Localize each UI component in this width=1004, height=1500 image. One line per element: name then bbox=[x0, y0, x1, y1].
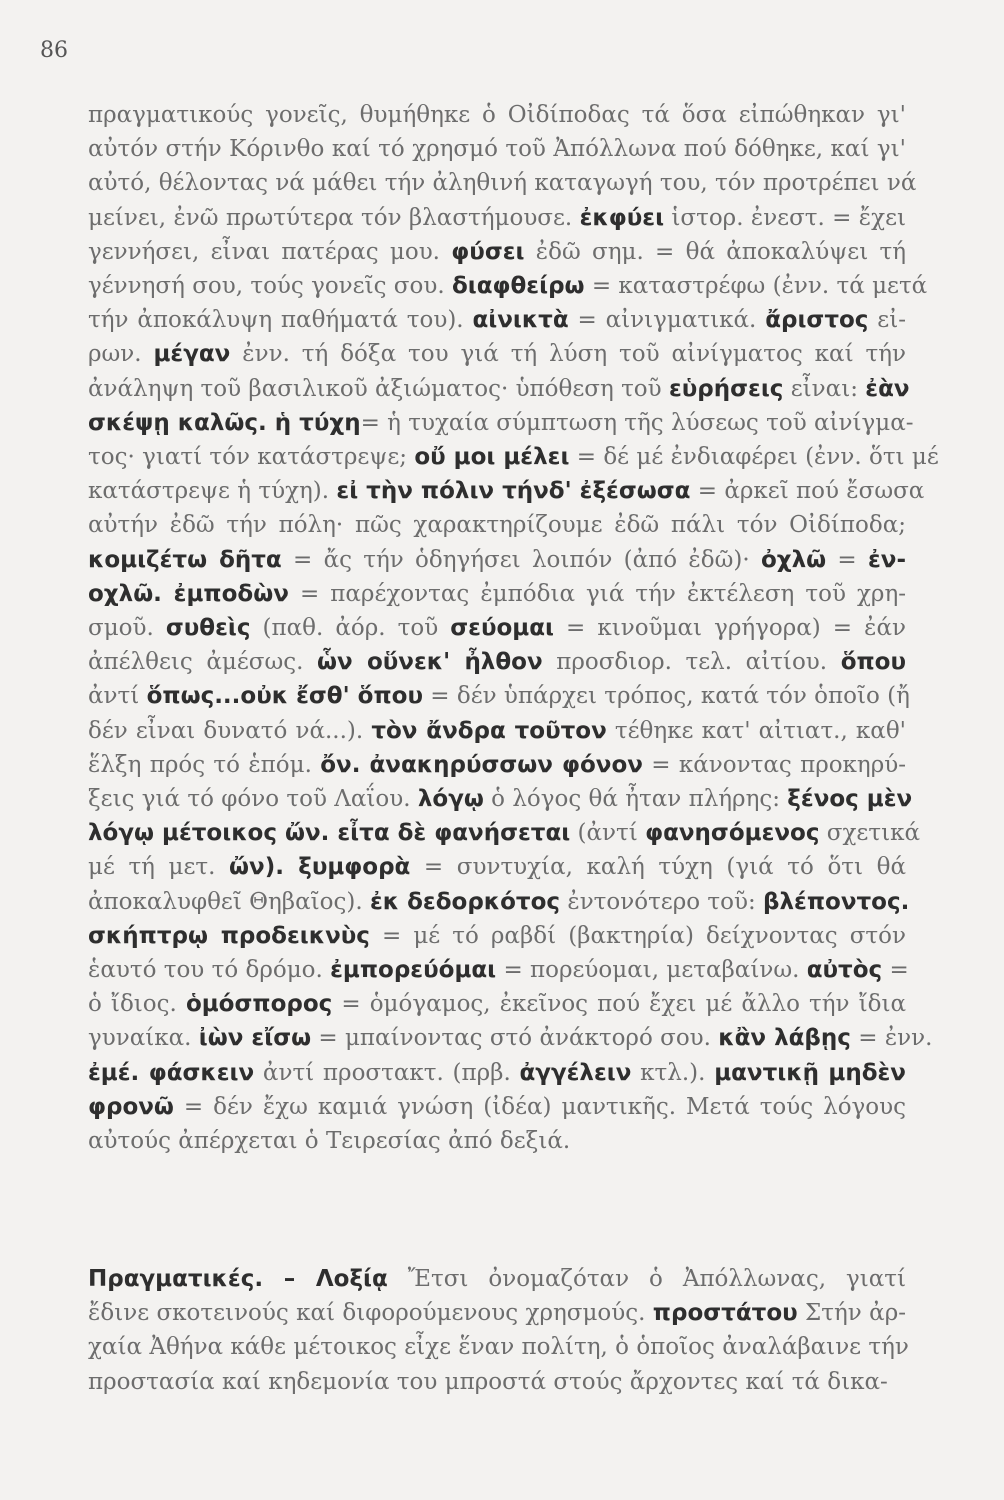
bold-term: ἄριστος bbox=[765, 307, 869, 334]
text-span: ὁ ἴδιος. bbox=[88, 991, 186, 1018]
text-span: αὐτόν στήν Κόρινθο καί τό χρησμό τοῦ Ἀπόλλωνα πού δόθηκε, καί γι' bbox=[88, 136, 906, 163]
text-line bbox=[88, 782, 913, 816]
text-line bbox=[88, 372, 910, 406]
bold-term: ἐκ δεδορκότος bbox=[369, 888, 561, 915]
bold-term: οὔ μοι μέλει bbox=[414, 444, 570, 470]
text-span: τέθηκε κατ' αἰτιατ., καθ' bbox=[606, 717, 906, 744]
text-line bbox=[88, 850, 906, 884]
bold-term: ἐκφύει bbox=[579, 204, 665, 231]
text-line bbox=[88, 1056, 906, 1090]
bold-term: ξένος μὲν bbox=[787, 786, 913, 812]
text-span: αὐτό, θέλοντας νά μάθει τήν ἀληθινή καταγωγή του, τόν προτρέπει νά bbox=[88, 170, 917, 197]
text-span: (ἀντί bbox=[570, 820, 646, 847]
text-span: μείνει, ἐνῶ πρωτύτερα τόν βλαστήμουσε. bbox=[88, 204, 580, 231]
text-line bbox=[88, 98, 906, 132]
text-span: ἀντί bbox=[88, 683, 147, 710]
text-span: ἐνν. τή δόξα του γιά τή λύση τοῦ αἰνίγματος καί τήν bbox=[230, 341, 906, 368]
text-line bbox=[88, 166, 917, 200]
bold-term: κομιζέτω δῆτα bbox=[88, 546, 282, 573]
text-span: τος· γιατί τόν κατάστρεψε; bbox=[88, 444, 415, 470]
text-span: = δέν ὑπάρχει τρόπος, κατά τόν ὁποῖο (ἤ bbox=[422, 683, 910, 710]
bold-term: ἀγγέλειν bbox=[519, 1059, 632, 1086]
bold-term: ἐὰν bbox=[865, 375, 910, 402]
bold-term: αὐτὸς bbox=[806, 957, 883, 983]
bold-term: ἰὼν εἴσω bbox=[198, 1025, 312, 1052]
text-line bbox=[88, 303, 906, 337]
text-span: τήν ἀποκάλυψη παθήματά του). bbox=[88, 307, 473, 334]
bold-term: σκέψῃ καλῶς. ἡ τύχη bbox=[88, 409, 361, 436]
text-span: (παθ. ἀόρ. τοῦ bbox=[250, 615, 451, 641]
text-span: δέν εἶναι δυνατό νά...). bbox=[88, 717, 372, 744]
text-span: = ἡ τυχαία σύμπτωση τῆς λύσεως τοῦ αἰνίγμα- bbox=[360, 409, 914, 436]
bold-term: λόγῳ bbox=[417, 786, 484, 812]
bold-term: αἰνικτὰ bbox=[472, 307, 569, 334]
bold-term: Πραγματικές. – Λοξίᾳ bbox=[88, 1266, 388, 1292]
text-line bbox=[88, 269, 928, 303]
text-line bbox=[88, 235, 906, 269]
text-span: ἀνάληψη τοῦ βασιλικοῦ ἀξιώματος· ὑπόθεση τοῦ bbox=[88, 375, 669, 402]
text-span: εἰ- bbox=[868, 307, 906, 334]
text-span: αὐτούς ἀπέρχεται ὁ Τειρεσίας ἀπό δεξιά. bbox=[88, 1128, 571, 1154]
text-line bbox=[88, 508, 906, 542]
text-line bbox=[88, 714, 906, 748]
bold-term: ὀχλῶ bbox=[760, 546, 827, 573]
text-span: = καταστρέφω (ἐνν. τά μετά bbox=[584, 273, 928, 299]
bold-term: εἰ τὴν πόλιν τήνδ' ἐξέσωσα bbox=[336, 478, 691, 505]
text-span: = ἄς τήν ὁδηγήσει λοιπόν (ἀπό ἐδῶ)· bbox=[281, 546, 761, 573]
text-span: σμοῦ. bbox=[88, 615, 166, 641]
text-span: μέ τή μετ. bbox=[88, 854, 230, 881]
bold-term: διαφθείρω bbox=[451, 273, 585, 299]
text-span: προσδιορ. τελ. αἰτίου. bbox=[542, 649, 841, 676]
bold-term: φανησόμενος bbox=[645, 820, 820, 847]
text-line bbox=[88, 577, 906, 611]
bold-term: φρονῶ bbox=[88, 1093, 174, 1120]
bold-term: ὧν οὕνεκ' ἦλθον bbox=[317, 649, 543, 676]
text-span: πραγματικούς γονεῖς, θυμήθηκε ὁ Οἰδίποδας τά ὅσα εἰπώθηκαν γι' bbox=[88, 102, 906, 128]
text-line bbox=[88, 1021, 933, 1055]
text-span: Ἔτσι ὀνομαζόταν ὁ Ἀπόλλωνας, γιατί bbox=[387, 1266, 907, 1292]
text-span: ἀντί προστακτ. (πρβ. bbox=[254, 1059, 520, 1086]
text-line bbox=[88, 201, 906, 235]
text-span: ἕλξη πρός τό ἑπόμ. bbox=[88, 751, 321, 778]
bold-term: οχλῶ. ἐμποδὼν bbox=[88, 580, 289, 607]
text-line bbox=[88, 748, 906, 782]
text-span: εἶναι: bbox=[783, 375, 866, 402]
bold-term: προστάτου bbox=[652, 1300, 798, 1327]
text-span: γεννήσει, εἶναι πατέρας μου. bbox=[88, 238, 452, 265]
text-span: ἑαυτό του τό δρόμο. bbox=[88, 957, 331, 983]
text-span: = bbox=[826, 546, 868, 573]
text-span: αὐτήν ἐδῶ τήν πόλη· πῶς χαρακτηρίζουμε ἐδῶ πάλι τόν Οἰδίποδα; bbox=[88, 512, 906, 539]
bold-term: ἐν- bbox=[867, 546, 906, 573]
text-span: σχετικά bbox=[819, 820, 920, 847]
bold-term: λόγῳ μέτοικος ὤν. εἶτα δὲ φανήσεται bbox=[88, 820, 571, 847]
text-line bbox=[88, 406, 914, 440]
bold-term: εὑρήσεις bbox=[668, 375, 784, 402]
text-span: = ἐνν. bbox=[850, 1025, 933, 1052]
text-span: προστασία καί κηδεμονία του μπροστά στούς ἄρχοντες καί τά δικα- bbox=[88, 1368, 888, 1395]
text-line bbox=[88, 337, 906, 371]
bold-term: βλέποντος. bbox=[763, 888, 910, 915]
text-span: ἀπέλθεις ἀμέσως. bbox=[88, 649, 318, 676]
text-span: ἐντονότερο τοῦ: bbox=[560, 888, 764, 915]
note-line bbox=[88, 1365, 906, 1399]
page-number: 86 bbox=[40, 38, 68, 63]
text-line bbox=[88, 611, 906, 645]
text-span: = δέν ἔχω καμιά γνώση (ἰδέα) μαντικῆς. Μετά τούς λόγους bbox=[173, 1093, 906, 1120]
text-span: χαία Ἀθήνα κάθε μέτοικος εἶχε ἕναν πολίτη, ὁ ὁποῖος ἀναλάβαινε τήν bbox=[88, 1334, 909, 1361]
text-span: = δέ μέ ἐνδιαφέρει (ἐνν. ὅτι μέ bbox=[569, 444, 939, 470]
text-line bbox=[88, 953, 909, 987]
text-span: ἔδινε σκοτεινούς καί διφορούμενους χρησμούς. bbox=[88, 1300, 653, 1327]
note-line bbox=[88, 1262, 906, 1296]
text-line bbox=[88, 132, 906, 166]
text-span: κατάστρεψε ἡ τύχη). bbox=[88, 478, 337, 505]
text-span: = μπαίνοντας στό ἀνάκτορό σου. bbox=[311, 1025, 719, 1052]
bold-term: ὄν. ἀνακηρύσσων φόνον bbox=[320, 751, 643, 778]
text-span: γυναίκα. bbox=[88, 1025, 199, 1052]
text-span: ξεις γιά τό φόνο τοῦ Λαΐου. bbox=[88, 786, 418, 812]
text-line bbox=[88, 679, 910, 713]
bold-term: σεύομαι bbox=[450, 615, 554, 641]
text-span: ἐδῶ σημ. = θά ἀποκαλύψει τή bbox=[524, 238, 907, 265]
text-span: ρων. bbox=[88, 341, 154, 368]
bold-term: κἂν λάβῃς bbox=[718, 1025, 851, 1052]
bold-term: μέγαν bbox=[153, 341, 231, 368]
text-span: = ἀρκεῖ πού ἔσωσα bbox=[690, 478, 925, 505]
text-line bbox=[88, 987, 906, 1021]
bold-term: ὅπου bbox=[840, 649, 907, 676]
text-line bbox=[88, 885, 910, 919]
text-span: = συντυχία, καλή τύχη (γιά τό ὅτι θά bbox=[410, 854, 906, 881]
text-line bbox=[88, 919, 906, 953]
text-line bbox=[88, 440, 939, 474]
text-span: = μέ τό ραβδί (βακτηρία) δείχνοντας στόν bbox=[369, 922, 906, 949]
bold-term: ἐμπορεύόμαι bbox=[330, 957, 497, 983]
bold-term: ὁμόσπορος bbox=[185, 991, 333, 1018]
bold-term: φύσει bbox=[451, 238, 525, 265]
text-span: = παρέχοντας ἐμπόδια γιά τήν ἐκτέλεση τοῦ χρη- bbox=[288, 580, 907, 607]
bold-term: τὸν ἄνδρα τοῦτον bbox=[371, 717, 607, 744]
text-span: = bbox=[882, 957, 909, 983]
text-span: = κάνοντας προκηρύ- bbox=[642, 751, 906, 778]
note-line bbox=[88, 1296, 906, 1330]
text-span: Στήν ἀρ- bbox=[797, 1300, 906, 1327]
bold-term: συθεὶς bbox=[165, 615, 251, 641]
text-line bbox=[88, 543, 906, 577]
bold-term: ὤν). ξυμφορὰ bbox=[229, 854, 411, 881]
text-span: ὁ λόγος θά ἦταν πλήρης: bbox=[483, 786, 788, 812]
text-span: κτλ.). bbox=[631, 1059, 715, 1086]
text-span: = ὁμόγαμος, ἐκεῖνος πού ἔχει μέ ἄλλο τήν ἴδια bbox=[332, 991, 906, 1018]
text-span: = πορεύομαι, μεταβαίνω. bbox=[496, 957, 807, 983]
text-line bbox=[88, 645, 906, 679]
text-line bbox=[88, 816, 920, 850]
text-line bbox=[88, 1090, 906, 1124]
text-line bbox=[88, 474, 925, 508]
bold-term: ἐμέ. φάσκειν bbox=[88, 1059, 255, 1086]
note-line bbox=[88, 1330, 909, 1364]
text-span: γέννησή σου, τούς γονεῖς σου. bbox=[88, 273, 452, 299]
text-line bbox=[88, 1124, 906, 1158]
bold-term: ὅπως...οὐκ ἔσθ' ὅπου bbox=[146, 683, 423, 710]
bold-term: σκήπτρῳ προδεικνὺς bbox=[88, 922, 370, 949]
text-span: ἀποκαλυφθεῖ Θηβαῖος). bbox=[88, 888, 370, 915]
bold-term: μαντικῇ μηδὲν bbox=[714, 1059, 906, 1086]
text-span: ἱστορ. ἐνεστ. = ἔχει bbox=[664, 204, 907, 231]
text-span: = αἰνιγματικά. bbox=[568, 307, 766, 334]
text-span: = κινοῦμαι γρήγορα) = ἐάν bbox=[553, 615, 906, 641]
